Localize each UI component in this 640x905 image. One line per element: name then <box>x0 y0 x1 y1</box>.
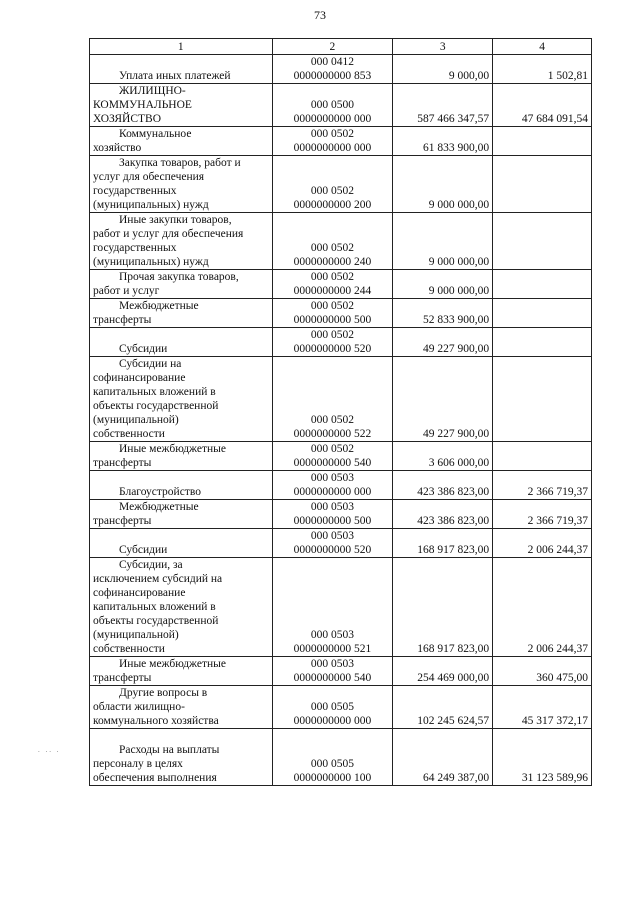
row-name-line: государственных <box>93 185 177 197</box>
table-row <box>90 84 592 127</box>
row-plan-amount: 52 833 900,00 <box>393 299 493 328</box>
row-code <box>272 84 393 127</box>
row-code-line: 000 0503 <box>310 501 354 513</box>
row-code-line: 000 0503 <box>310 472 354 484</box>
row-code-line: 0000000000 522 <box>293 428 372 440</box>
row-name-line: Расходы на выплаты <box>119 744 220 756</box>
row-name-line: Прочая закупка товаров, <box>119 271 239 283</box>
table-row <box>90 500 592 529</box>
row-code <box>272 500 393 529</box>
row-name-line: (муниципальной) <box>93 629 179 641</box>
row-code-line: 0000000000 853 <box>293 70 372 82</box>
row-code <box>272 213 393 270</box>
table-row <box>90 156 592 213</box>
row-executed-amount <box>493 127 592 156</box>
row-code <box>272 328 393 357</box>
table-row <box>90 270 592 299</box>
row-executed-amount <box>493 156 592 213</box>
row-name-line: КОММУНАЛЬНОЕ <box>93 99 192 111</box>
row-plan-amount: 61 833 900,00 <box>393 127 493 156</box>
row-code-line: 000 0502 <box>310 128 354 140</box>
row-code <box>272 357 393 442</box>
row-plan-amount: 9 000 000,00 <box>393 156 493 213</box>
row-plan-amount: 168 917 823,00 <box>393 529 493 558</box>
row-name-line: хозяйство <box>93 142 142 154</box>
column-header: 4 <box>493 39 592 55</box>
row-code-line: 0000000000 000 <box>293 113 372 125</box>
row-code-line: 000 0502 <box>310 300 354 312</box>
row-name-line: (муниципальных) нужд <box>93 199 209 211</box>
budget-table <box>89 38 592 786</box>
row-name <box>90 529 273 558</box>
row-executed-amount: 2 006 244,37 <box>493 558 592 657</box>
table-row <box>90 657 592 686</box>
row-code-line: 0000000000 200 <box>293 199 372 211</box>
row-name <box>90 729 273 786</box>
table-row <box>90 55 592 84</box>
row-name <box>90 357 273 442</box>
table-row <box>90 299 592 328</box>
row-name <box>90 270 273 299</box>
row-plan-amount: 102 245 624,57 <box>393 686 493 729</box>
row-executed-amount <box>493 213 592 270</box>
row-name <box>90 127 273 156</box>
row-name-line: объекты государственной <box>93 615 219 627</box>
table-header-row <box>90 39 592 55</box>
column-header: 2 <box>272 39 393 55</box>
table-row <box>90 558 592 657</box>
row-executed-amount <box>493 442 592 471</box>
row-name-line: услуг для обеспечения <box>93 171 205 183</box>
row-name-line: государственных <box>93 242 177 254</box>
row-code-line: 000 0502 <box>310 443 354 455</box>
row-code <box>272 657 393 686</box>
row-name-line: Межбюджетные <box>119 300 199 312</box>
row-code-line: 0000000000 540 <box>293 672 372 684</box>
row-code <box>272 299 393 328</box>
row-name-line: трансферты <box>93 314 152 326</box>
row-code-line: 000 0502 <box>310 242 354 254</box>
row-code-line: 0000000000 240 <box>293 256 372 268</box>
row-name-line: (муниципальных) нужд <box>93 256 209 268</box>
row-name-line: трансферты <box>93 457 152 469</box>
row-code-line: 0000000000 540 <box>293 457 372 469</box>
row-name-line: ХОЗЯЙСТВО <box>93 113 161 125</box>
row-name <box>90 213 273 270</box>
row-plan-amount: 3 606 000,00 <box>393 442 493 471</box>
row-name <box>90 328 273 357</box>
table-row <box>90 729 592 786</box>
row-executed-amount <box>493 270 592 299</box>
row-code-line: 0000000000 100 <box>293 772 372 784</box>
margin-mark: . .. . <box>38 746 61 754</box>
row-name <box>90 500 273 529</box>
row-code-line: 000 0505 <box>310 701 354 713</box>
row-code <box>272 686 393 729</box>
row-name-line: ЖИЛИЩНО- <box>119 85 186 97</box>
row-name <box>90 156 273 213</box>
row-name-line: трансферты <box>93 515 152 527</box>
row-name-line: обеспечения выполнения <box>93 772 217 784</box>
row-code <box>272 270 393 299</box>
row-code-line: 0000000000 520 <box>293 343 372 355</box>
table-row <box>90 471 592 500</box>
row-executed-amount <box>493 357 592 442</box>
row-code-line: 000 0505 <box>310 758 354 770</box>
row-name-line: Иные межбюджетные <box>119 443 226 455</box>
row-name-line: софинансирование <box>93 587 186 599</box>
row-code <box>272 55 393 84</box>
row-code <box>272 729 393 786</box>
row-executed-amount: 2 006 244,37 <box>493 529 592 558</box>
row-code-line: 0000000000 520 <box>293 544 372 556</box>
row-code <box>272 558 393 657</box>
table-row <box>90 328 592 357</box>
row-code-line: 0000000000 000 <box>293 715 372 727</box>
row-plan-amount: 49 227 900,00 <box>393 328 493 357</box>
row-executed-amount: 1 502,81 <box>493 55 592 84</box>
row-executed-amount: 2 366 719,37 <box>493 500 592 529</box>
row-name-line: (муниципальной) <box>93 414 179 426</box>
row-name-line: софинансирование <box>93 372 186 384</box>
row-name-line: коммунального хозяйства <box>93 715 219 727</box>
row-code-line: 000 0412 <box>310 56 354 68</box>
row-code-line: 000 0503 <box>310 629 354 641</box>
row-plan-amount: 9 000,00 <box>393 55 493 84</box>
column-header: 1 <box>90 39 273 55</box>
row-name-line: персоналу в целях <box>93 758 183 770</box>
row-plan-amount: 587 466 347,57 <box>393 84 493 127</box>
row-name-line: исключением субсидий на <box>93 573 223 585</box>
row-executed-amount: 47 684 091,54 <box>493 84 592 127</box>
table-row <box>90 686 592 729</box>
row-name <box>90 471 273 500</box>
table-row <box>90 357 592 442</box>
row-name-line: Субсидии на <box>119 358 182 370</box>
row-code-line: 0000000000 500 <box>293 314 372 326</box>
row-code-line: 000 0503 <box>310 658 354 670</box>
row-plan-amount: 64 249 387,00 <box>393 729 493 786</box>
row-name-line: объекты государственной <box>93 400 219 412</box>
row-name-line: капитальных вложений в <box>93 601 216 613</box>
page-number: 73 <box>314 8 326 22</box>
row-name <box>90 558 273 657</box>
row-code-line: 000 0502 <box>310 271 354 283</box>
row-executed-amount: 45 317 372,17 <box>493 686 592 729</box>
row-name-line: Субсидии <box>119 343 168 355</box>
table-row <box>90 127 592 156</box>
row-name-line: собственности <box>93 428 165 440</box>
row-name-line: трансферты <box>93 672 152 684</box>
row-name-line: Коммунальное <box>119 128 192 140</box>
row-name-line: Субсидии <box>119 544 168 556</box>
column-header: 3 <box>393 39 493 55</box>
row-name <box>90 299 273 328</box>
row-name <box>90 55 273 84</box>
row-name-line: Субсидии, за <box>119 559 183 571</box>
row-code-line: 000 0500 <box>310 99 354 111</box>
row-name-line: Иные закупки товаров, <box>119 214 232 226</box>
row-code <box>272 471 393 500</box>
row-name-line: собственности <box>93 643 165 655</box>
row-plan-amount: 254 469 000,00 <box>393 657 493 686</box>
row-code <box>272 442 393 471</box>
row-name-line: Другие вопросы в <box>119 687 208 699</box>
row-code-line: 000 0502 <box>310 329 354 341</box>
table-row <box>90 529 592 558</box>
row-name-line: Благоустройство <box>119 486 201 498</box>
row-code <box>272 156 393 213</box>
row-name <box>90 442 273 471</box>
row-name <box>90 84 273 127</box>
row-plan-amount: 423 386 823,00 <box>393 500 493 529</box>
row-executed-amount: 31 123 589,96 <box>493 729 592 786</box>
row-executed-amount <box>493 328 592 357</box>
row-plan-amount: 9 000 000,00 <box>393 270 493 299</box>
row-name <box>90 657 273 686</box>
table-row <box>90 442 592 471</box>
row-code-line: 0000000000 244 <box>293 285 372 297</box>
row-name-line: работ и услуг для обеспечения <box>93 228 244 240</box>
row-name-line: работ и услуг <box>93 285 160 297</box>
row-plan-amount: 49 227 900,00 <box>393 357 493 442</box>
row-plan-amount: 9 000 000,00 <box>393 213 493 270</box>
row-name-line: Межбюджетные <box>119 501 199 513</box>
row-name-line: капитальных вложений в <box>93 386 216 398</box>
row-executed-amount: 2 366 719,37 <box>493 471 592 500</box>
row-plan-amount: 168 917 823,00 <box>393 558 493 657</box>
row-code <box>272 127 393 156</box>
row-code-line: 0000000000 000 <box>293 486 372 498</box>
row-executed-amount <box>493 299 592 328</box>
row-code-line: 000 0502 <box>310 414 354 426</box>
row-plan-amount: 423 386 823,00 <box>393 471 493 500</box>
table-row <box>90 213 592 270</box>
row-code-line: 000 0503 <box>310 530 354 542</box>
row-name-line: Уплата иных платежей <box>119 70 231 82</box>
row-code <box>272 529 393 558</box>
row-code-line: 0000000000 000 <box>293 142 372 154</box>
row-name-line: Иные межбюджетные <box>119 658 226 670</box>
row-executed-amount: 360 475,00 <box>493 657 592 686</box>
row-code-line: 000 0502 <box>310 185 354 197</box>
row-code-line: 0000000000 521 <box>293 643 372 655</box>
row-code-line: 0000000000 500 <box>293 515 372 527</box>
row-name-line: Закупка товаров, работ и <box>119 157 241 169</box>
row-name-line: области жилищно- <box>93 701 185 713</box>
row-name <box>90 686 273 729</box>
